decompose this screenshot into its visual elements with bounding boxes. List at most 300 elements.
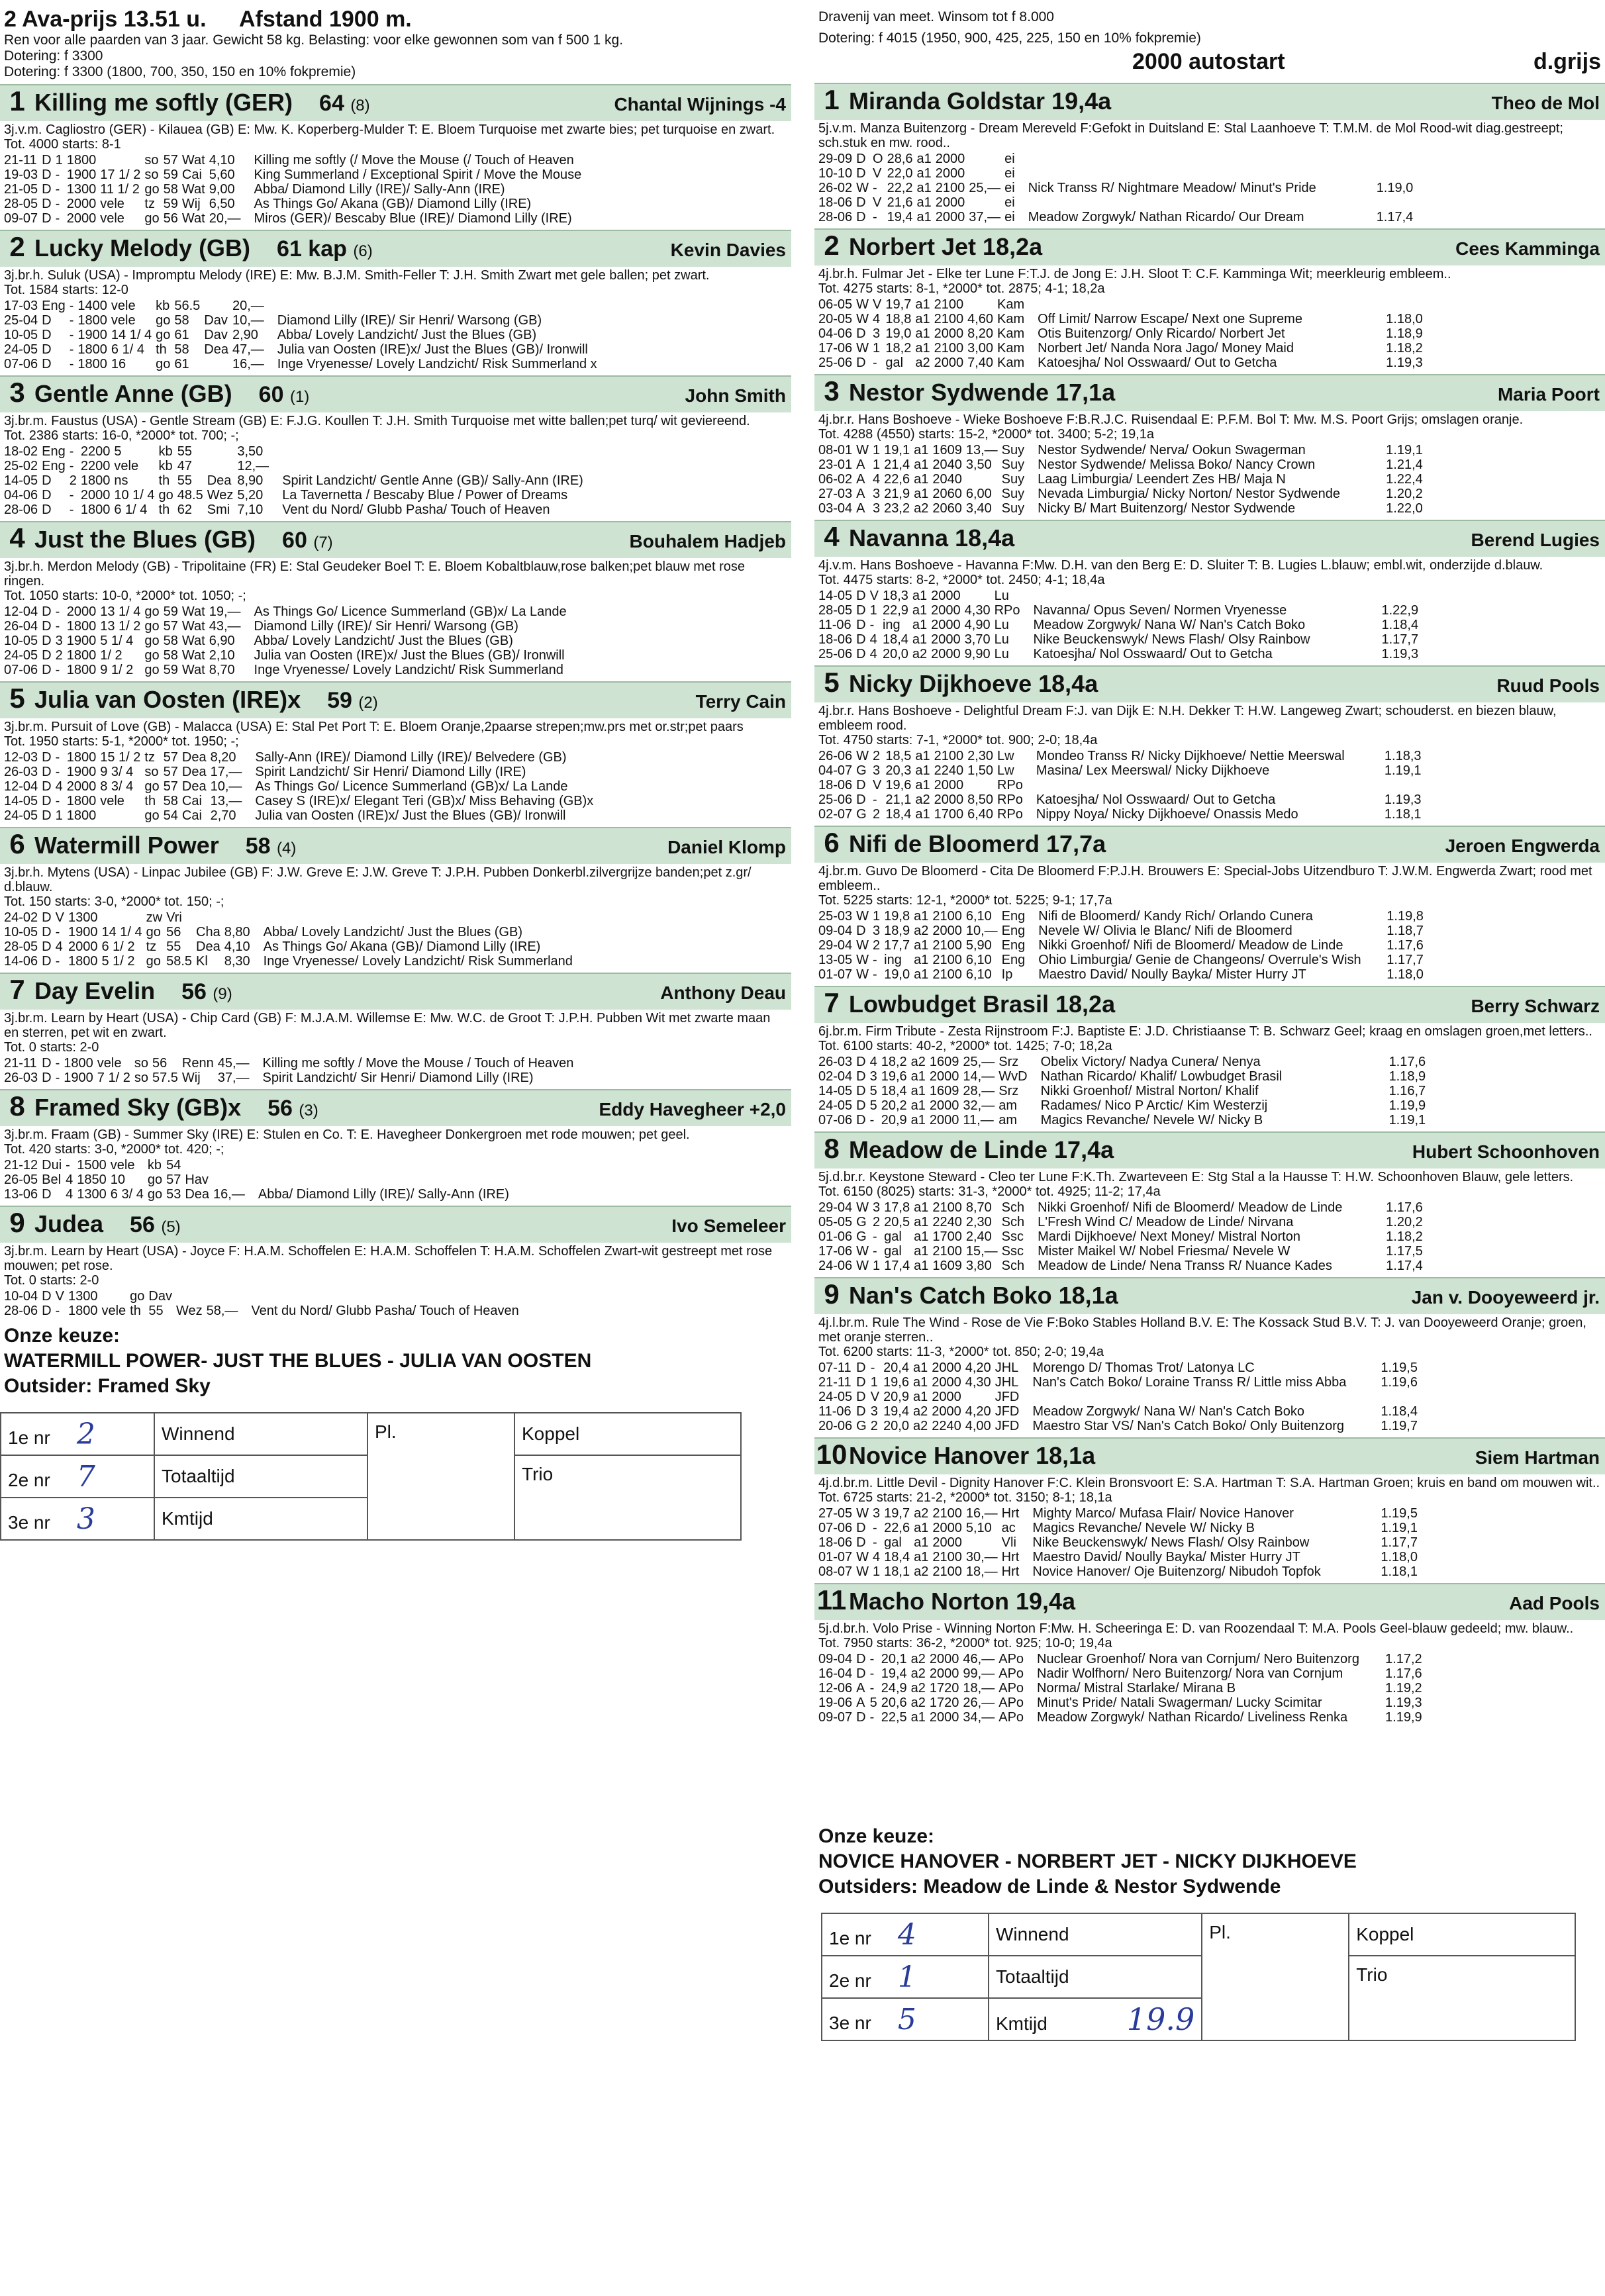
start-cell: 2000	[929, 1710, 959, 1725]
description-line: Tot. 6200 starts: 11-3, *2000* tot. 850; 2-0; 19,4a	[818, 1345, 1104, 1359]
start-cell: 16	[111, 357, 126, 371]
start-row	[4, 663, 603, 677]
start-cell: 2000	[932, 1361, 961, 1375]
start-cell: 1800	[66, 648, 97, 663]
description-line: 3j.br.m. Faustus (USA) - Gentle Stream (GB) E: F.J.G. Koullen T: J.H. Smith Turquoise met witte ballen;pet turq/ wit geviereend.	[4, 414, 750, 428]
horse-header	[0, 521, 791, 558]
start-row	[818, 1098, 1430, 1113]
horse-name: Framed Sky (GB)x	[34, 1094, 242, 1121]
start-cell: D	[856, 210, 866, 224]
start-cell	[176, 1289, 207, 1304]
horse-name: Julia van Oosten (IRE)x	[34, 686, 301, 713]
start-cell: a1	[914, 967, 929, 982]
start-cell: 26-03	[818, 1055, 853, 1069]
horse-description	[814, 863, 1605, 909]
start-cell: 18,2	[881, 1055, 907, 1069]
start-cell: 57	[163, 750, 178, 765]
start-cell: 1900	[66, 167, 97, 182]
start-cell: 17-06	[818, 1244, 853, 1259]
start-row	[818, 632, 1422, 647]
start-cell: 18,—	[963, 1681, 995, 1696]
horse-description	[0, 718, 791, 750]
start-cell: Hav	[185, 1172, 209, 1187]
start-cell: 17-06	[818, 341, 853, 356]
start-cell: Kam	[997, 356, 1025, 370]
start-cell: 1	[873, 1564, 881, 1579]
start-cell: V	[873, 778, 882, 792]
start-cell: 28,6	[887, 152, 913, 166]
start-cell: Nicky B/ Mart Buitenzorg/ Nestor Sydwende	[1038, 501, 1296, 516]
start-cell: a2	[914, 1564, 929, 1579]
start-cell: 1800	[68, 954, 98, 969]
start-row	[818, 210, 1417, 224]
horse-rating	[268, 1096, 318, 1122]
start-cell: 20,—	[232, 299, 264, 313]
driver-name: Bouhalem Hadjeb	[629, 531, 786, 551]
start-cell: go	[144, 808, 160, 823]
start-cell: 17-03	[4, 299, 38, 313]
start-cell: D	[42, 1289, 52, 1304]
start-row	[818, 297, 1427, 312]
start-cell: 02-04	[818, 1069, 853, 1084]
description-line: Tot. 1050 starts: 10-0, *2000* tot. 1050; -;	[4, 589, 246, 603]
start-cell: W	[856, 312, 869, 326]
start-cell: Nikki Groenhof/ Mistral Norton/ Khalif	[1040, 1084, 1259, 1098]
start-cell: 09-07	[818, 1710, 853, 1725]
start-cell: 17,8	[884, 1200, 910, 1215]
start-cell: 13,—	[210, 794, 242, 808]
start-cell: 1.19,1	[1388, 1113, 1426, 1127]
start-cell: 2000	[68, 939, 98, 954]
start-cell: tz	[144, 197, 155, 211]
race-header	[0, 0, 791, 32]
start-cell: -	[869, 1681, 875, 1696]
start-cell: Katoesjha/ Nol Osswaard/ Out to Getcha	[1036, 792, 1276, 807]
horse-name: Novice Hanover 18,1a	[849, 1442, 1096, 1469]
start-cell: 1.19,5	[1381, 1506, 1418, 1521]
start-cell: Hrt	[1001, 1550, 1020, 1564]
start-cell: 28,—	[963, 1084, 995, 1098]
start-cell: D	[856, 1535, 866, 1550]
start-row	[818, 1375, 1422, 1390]
start-cell: Cai	[181, 794, 202, 808]
start-cell: 24-05	[4, 808, 38, 823]
start-cell: Spirit Landzicht/ Sir Henri/ Diamond Lilly (IRE)	[262, 1071, 534, 1085]
start-cell: vele	[100, 197, 124, 211]
left-bet-table: 1e nr 2 Winnend Pl. Koppel 2e nr 7 Totaaltijd Trio 3e nr 3 Kmtijd	[0, 1412, 742, 1541]
start-row	[4, 634, 603, 648]
start-cell: D	[42, 488, 52, 502]
horse-name: Judea	[34, 1210, 104, 1237]
rating-value: 58	[245, 834, 271, 859]
start-cell: 14,—	[963, 1069, 995, 1084]
start-row	[4, 299, 626, 313]
start-cell: 1300	[68, 910, 98, 925]
start-cell: Bel	[42, 1172, 62, 1187]
left-outsider: Outsider: Framed Sky	[4, 1375, 211, 1397]
start-cell: -	[55, 167, 60, 182]
start-cell: Lu	[994, 589, 1009, 603]
start-cell: -	[69, 313, 74, 328]
start-cell: Obelix Victory/ Nadya Cunera/ Nenya	[1040, 1055, 1261, 1069]
start-cell: 5,60	[209, 167, 235, 182]
start-cell: 1.17,5	[1386, 1244, 1423, 1259]
start-cell: a1	[914, 1259, 929, 1273]
start-cell: D	[856, 356, 866, 370]
horse-description	[0, 412, 791, 444]
right-keuze: Onze keuze: NOVICE HANOVER - NORBERT JET - NICKY DIJKHOEVE Outsiders: Meadow de Linde & Nestor Sydwende	[814, 1725, 1605, 1899]
start-cell: 5	[114, 444, 122, 459]
horse-entry	[814, 1583, 1605, 1725]
start-cell: D	[856, 618, 866, 632]
start-cell: 2000	[932, 1404, 961, 1419]
start-row	[4, 604, 603, 619]
start-cell: a1	[914, 1215, 929, 1229]
start-cell: 4,10	[224, 939, 250, 954]
start-row	[818, 1113, 1430, 1127]
start-cell: W	[856, 1550, 869, 1564]
start-cell: 2000	[932, 1390, 961, 1404]
start-cell: 1609	[932, 1259, 962, 1273]
start-cell: 23-01	[818, 457, 853, 472]
start-cell: 1.17,6	[1385, 1666, 1422, 1681]
start-cell: -	[55, 182, 60, 197]
start-cell: 2000	[931, 618, 961, 632]
horse-name: Macho Norton 19,4a	[849, 1588, 1076, 1615]
start-row	[818, 1055, 1430, 1069]
horse-header	[0, 973, 791, 1010]
start-cell	[204, 299, 232, 313]
start-cell: a1	[913, 1361, 928, 1375]
start-cell: 2000	[932, 924, 962, 938]
start-cell: -	[873, 1535, 877, 1550]
start-cell: 2240	[932, 1419, 961, 1433]
start-cell: 15 1/ 2	[100, 750, 141, 765]
start-cell	[185, 1158, 213, 1172]
start-cell: 24-05	[818, 1098, 853, 1113]
handwritten-mark: 2	[76, 1417, 95, 1451]
start-cell: APo	[998, 1681, 1024, 1696]
horse-entry	[0, 521, 791, 677]
start-cell: 1.20,2	[1386, 487, 1423, 501]
handwritten-mark: 3	[76, 1502, 95, 1536]
description-line: 3j.br.m. Pursuit of Love (GB) - Malacca (USA) E: Stal Pet Port T: E. Bloem Oranje,2paarse strepen;mw.prs met or.str;pet paars	[4, 720, 744, 734]
description-line: 3j.br.h. Merdon Melody (GB) - Tripolitaine (FR) E: Stal Geudeker Boel T: E. Bloem Kobaltblauw,rose balken;pet blauw met rose ringen.	[4, 559, 746, 589]
start-cell: D	[856, 195, 866, 210]
horse-number: 4	[9, 522, 25, 553]
start-cell: 12,—	[237, 459, 269, 473]
start-cell: 1.19,8	[1386, 909, 1424, 924]
driver-name: Kevin Davies	[670, 240, 786, 260]
start-cell: 14-05	[818, 589, 853, 603]
start-cell: 55	[177, 473, 193, 488]
start-cell: a1	[915, 312, 930, 326]
start-cell: 9 1/ 2	[100, 663, 134, 677]
start-cell: a1	[914, 909, 929, 924]
start-cell: Nippy Noya/ Nicky Dijkhoeve/ Onassis Medo	[1036, 807, 1298, 822]
description-line: Tot. 1950 starts: 5-1, *2000* tot. 1950; -;	[4, 734, 239, 749]
start-cell: 04-07	[818, 763, 853, 778]
horse-entry	[0, 375, 791, 517]
start-cell: 19-03	[4, 167, 38, 182]
start-cell: 1900	[68, 925, 98, 939]
horse-entry	[0, 84, 791, 226]
start-row	[818, 909, 1428, 924]
horse-description	[814, 1314, 1605, 1361]
start-cell: 01-06	[818, 1229, 853, 1244]
start-cell: RPo	[997, 792, 1023, 807]
right-outsider: Outsiders: Meadow de Linde & Nestor Sydwende	[818, 1876, 1281, 1897]
draw-position: (8)	[350, 97, 370, 115]
left-keuze-picks: WATERMILL POWER- JUST THE BLUES - JULIA VAN OOSTEN	[4, 1350, 592, 1372]
start-cell: go	[144, 211, 160, 226]
horse-number: 10	[816, 1439, 848, 1470]
start-cell	[1027, 778, 1385, 792]
horse-entry	[0, 827, 791, 969]
starts-table	[4, 1056, 611, 1085]
start-cell: 14-05	[818, 1084, 853, 1098]
description-line: 5j.v.m. Manza Buitenzorg - Dream Mereveld F:Gefokt in Duitsland E: Stal Laanhoeve T: T.M.M. de Mol Rood-wit diag.gestreept; sch.stuk en mw. rood..	[818, 121, 1563, 150]
start-cell: 09-04	[818, 924, 853, 938]
start-cell: WvD	[998, 1069, 1028, 1084]
description-line: Tot. 4750 starts: 7-1, *2000* tot. 900; 2-0; 18,4a	[818, 733, 1098, 747]
start-cell: a1	[914, 1521, 929, 1535]
start-cell: 17,7	[884, 938, 910, 953]
draw-position: (3)	[299, 1102, 318, 1120]
start-cell: 2100	[934, 297, 964, 312]
start-cell: 28-06	[4, 1304, 38, 1318]
start-cell: 1.18,9	[1386, 326, 1423, 341]
horse-description	[814, 1620, 1605, 1652]
start-cell: -	[873, 967, 877, 982]
start-cell: 17,4	[884, 1259, 910, 1273]
start-row	[818, 603, 1422, 618]
start-cell	[1377, 166, 1418, 181]
horse-name: Nestor Sydwende 17,1a	[849, 379, 1116, 406]
description-line: 4j.d.br.m. Little Devil - Dignity Hanover F:C. Klein Bronsvoort E: S.A. Hartman T: S.A. Hartman Groen; kruis en band om mouwen wit..	[818, 1476, 1600, 1490]
start-cell: V	[870, 1390, 880, 1404]
start-cell: -	[55, 1071, 60, 1085]
start-cell: JHL	[995, 1361, 1019, 1375]
start-cell: 2100	[932, 967, 962, 982]
start-cell: 19,7	[885, 297, 912, 312]
draw-position: (2)	[358, 694, 378, 712]
start-cell: D	[42, 197, 52, 211]
start-cell: 20,0	[882, 647, 908, 661]
start-cell: D	[42, 342, 52, 357]
start-cell: 6,10	[965, 909, 992, 924]
start-cell: 1.19,6	[1381, 1375, 1418, 1390]
start-cell: Cai	[181, 167, 202, 182]
start-row	[4, 1056, 611, 1071]
start-cell: D	[42, 357, 52, 371]
start-cell: 4	[869, 647, 877, 661]
start-cell: a1	[914, 487, 929, 501]
start-cell: D	[856, 1521, 866, 1535]
start-cell: 5 1/ 4	[100, 634, 134, 648]
start-cell: 58	[174, 342, 189, 357]
start-cell: 2000	[929, 1098, 959, 1113]
start-cell: 2100	[932, 1244, 962, 1259]
start-row	[818, 181, 1417, 195]
start-cell: a2	[912, 647, 928, 661]
horse-header	[0, 827, 791, 864]
start-row	[4, 1187, 610, 1202]
start-cell: 1	[55, 153, 63, 167]
horse-name: Killing me softly (GER)	[34, 89, 293, 116]
start-cell: 8,20	[210, 750, 236, 765]
start-cell: 20-06	[818, 1419, 853, 1433]
start-cell: Novice Hanover/ Oje Buitenzorg/ Nibudoh Topfok	[1032, 1564, 1321, 1579]
horse-entry	[0, 1206, 791, 1318]
start-cell: 3	[873, 763, 881, 778]
start-cell: a2	[910, 1696, 926, 1710]
start-cell: th	[130, 1304, 141, 1318]
start-cell	[965, 589, 995, 603]
start-cell: Maestro Star VS/ Nan's Catch Boko/ Only Buitenzorg	[1032, 1419, 1345, 1433]
start-cell: 3	[873, 487, 881, 501]
start-cell: 12-06	[818, 1681, 853, 1696]
draw-position: (7)	[313, 534, 333, 551]
start-cell: Kam	[997, 312, 1025, 326]
start-cell: 2100	[934, 749, 964, 763]
start-cell: 55	[177, 444, 193, 459]
start-cell: Off Limit/ Narrow Escape/ Next one Supreme	[1038, 312, 1302, 326]
start-row	[4, 328, 626, 342]
start-cell: D	[42, 794, 52, 808]
handwritten-mark: 4	[897, 1917, 916, 1952]
start-cell: 2,10	[209, 648, 235, 663]
start-cell: Julia van Oosten (IRE)x/ Just the Blues (GB)/ Ironwill	[255, 808, 566, 823]
start-cell: 08-01	[818, 443, 853, 457]
draw-position: (9)	[213, 985, 232, 1003]
start-cell: 10 1/ 4	[114, 488, 155, 502]
start-row	[818, 1244, 1427, 1259]
start-cell: 01-07	[818, 1550, 853, 1564]
start-cell: D	[856, 1652, 866, 1666]
start-cell	[967, 297, 997, 312]
horse-name: Navanna 18,4a	[849, 524, 1015, 551]
start-cell: 3,50	[237, 444, 264, 459]
horse-description	[0, 1010, 791, 1056]
start-cell: 1900	[77, 328, 107, 342]
start-cell: a1	[916, 195, 932, 210]
start-cell: 13-05	[818, 953, 853, 967]
start-row	[4, 211, 603, 226]
horse-entry	[814, 228, 1605, 370]
start-cell: King Summerland / Exceptional Spirit / Move the Mouse	[254, 167, 582, 182]
start-cell: 18,4	[884, 1550, 910, 1564]
start-cell: th	[158, 502, 170, 517]
start-cell: 07-06	[818, 1113, 853, 1127]
start-cell: APo	[998, 1696, 1024, 1710]
start-cell: ing	[884, 953, 902, 967]
start-cell: 8,80	[224, 925, 250, 939]
start-cell: 18,1	[884, 1564, 910, 1579]
start-cell: a2	[915, 356, 930, 370]
start-cell: 46,—	[963, 1652, 995, 1666]
start-cell: Wat	[181, 604, 205, 619]
start-cell: 19,1	[884, 443, 910, 457]
start-row	[4, 313, 626, 328]
horse-name: Gentle Anne (GB)	[34, 380, 232, 407]
start-cell: A	[856, 487, 865, 501]
horse-rating	[130, 1212, 181, 1238]
start-cell: 1900	[66, 634, 97, 648]
start-cell: 2000	[929, 1652, 959, 1666]
start-row	[4, 1304, 603, 1318]
start-cell: 2100	[934, 341, 964, 356]
start-cell: 28-05	[4, 939, 38, 954]
horse-header	[814, 374, 1605, 411]
start-cell: -	[55, 211, 60, 226]
start-cell	[969, 166, 1004, 181]
start-cell: W	[856, 1259, 869, 1273]
start-row	[4, 954, 616, 969]
start-cell: vele	[110, 1158, 135, 1172]
start-cell: RPo	[997, 778, 1023, 792]
start-cell: 8,70	[965, 1200, 992, 1215]
start-cell: D	[856, 647, 866, 661]
rating-value: 64	[319, 91, 344, 116]
start-cell: 47,—	[232, 342, 264, 357]
starts-table	[818, 1055, 1430, 1127]
start-cell: 37,—	[217, 1071, 250, 1085]
start-cell: 25,—	[963, 1055, 995, 1069]
start-cell: 1.18,3	[1384, 749, 1422, 763]
horse-name: Nicky Dijkhoeve 18,4a	[849, 670, 1098, 697]
start-cell: Abba/ Lovely Landzicht/ Just the Blues (GB)	[277, 328, 537, 342]
start-cell: A	[856, 457, 865, 472]
handwritten-mark: 5	[897, 2002, 916, 2036]
start-row	[4, 502, 630, 517]
start-cell: 05-05	[818, 1215, 853, 1229]
start-cell: W	[856, 443, 869, 457]
start-cell: 14-05	[4, 794, 38, 808]
start-cell: 8,30	[224, 954, 250, 969]
start-cell: 1800	[80, 473, 111, 488]
horse-number: 9	[824, 1278, 840, 1310]
start-cell: 1	[873, 1259, 881, 1273]
start-cell: Dea	[204, 342, 228, 357]
start-cell: Ip	[1001, 967, 1013, 982]
start-cell: V	[55, 1289, 64, 1304]
start-cell: 2240	[932, 1215, 962, 1229]
horse-description	[0, 558, 791, 604]
horse-header	[0, 1206, 791, 1243]
start-cell: Otis Buitenzorg/ Only Ricardo/ Norbert Jet	[1038, 326, 1285, 341]
horse-name: Nan's Catch Boko 18,1a	[849, 1282, 1118, 1309]
start-cell: ei	[1004, 195, 1015, 210]
start-cell: 1.19,0	[1376, 181, 1414, 195]
starts-table	[4, 1289, 603, 1318]
horse-rating	[259, 382, 310, 408]
start-row	[818, 501, 1427, 516]
start-cell: -	[870, 1361, 875, 1375]
driver-name: Aad Pools	[1509, 1593, 1600, 1613]
description-line: Tot. 4275 starts: 8-1, *2000* tot. 2875; 4-1; 18,2a	[818, 281, 1105, 296]
start-cell: 29-09	[818, 152, 853, 166]
start-cell: 6 1/ 4	[114, 502, 148, 517]
right-top-note: Dravenij van meet. Winsom tot f 8.000	[818, 9, 1054, 24]
race-distance: Afstand 1900 m.	[238, 7, 412, 32]
start-cell: 1609	[929, 1055, 959, 1069]
starts-table	[818, 1506, 1422, 1579]
start-cell: 56	[166, 925, 181, 939]
start-cell: -	[55, 1056, 60, 1071]
start-cell: 20,6	[881, 1696, 907, 1710]
start-cell: 56.5	[174, 299, 201, 313]
